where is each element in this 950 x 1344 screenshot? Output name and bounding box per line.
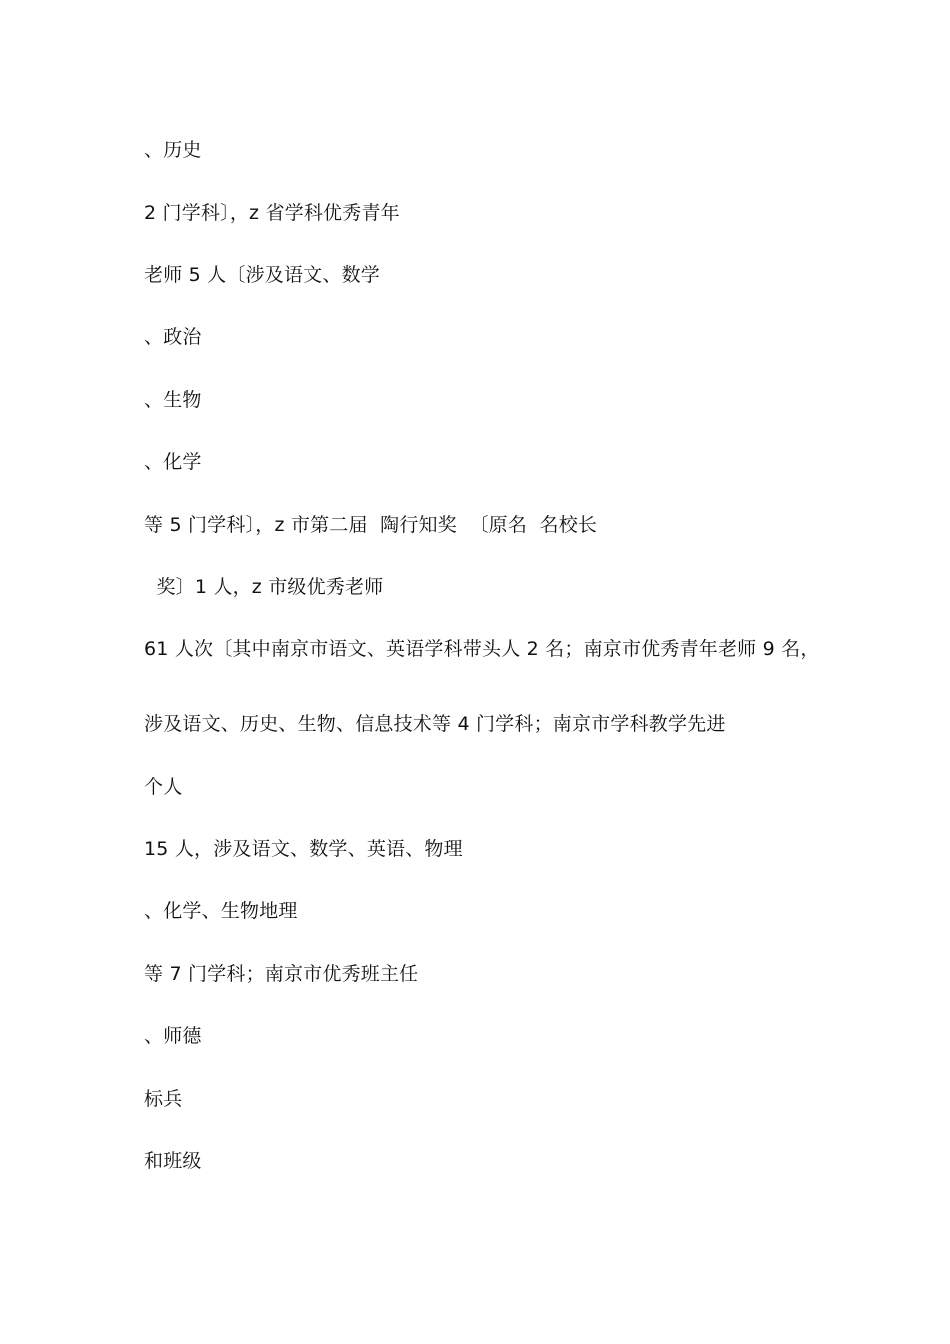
text-line: 、化学 (144, 451, 202, 473)
text-line: 、历史 (144, 139, 202, 161)
text-line: 61 人次〔其中南京市语文、英语学科带头人 2 名；南京市优秀青年老师 9 名， (144, 638, 820, 660)
text-line: 个人 (144, 776, 183, 798)
text-line: 、政治 (144, 326, 202, 348)
text-line: 2 门学科〕，z 省学科优秀青年 (144, 202, 400, 224)
text-line: 、化学、生物地理 (144, 900, 298, 922)
text-line: 15 人，涉及语文、数学、英语、物理 (144, 838, 463, 860)
text-line: 和班级 (144, 1150, 202, 1172)
text-line: 、师德 (144, 1025, 202, 1047)
text-line: 等 5 门学科〕，z 市第二届 陶行知奖 〔原名 名校长 (144, 514, 598, 536)
text-line: 等 7 门学科；南京市优秀班主任 (144, 963, 419, 985)
text-line: 、生物 (144, 389, 202, 411)
text-line: 老师 5 人〔涉及语文、数学 (144, 264, 380, 286)
text-line: 涉及语文、历史、生物、信息技术等 4 门学科；南京市学科教学先进 (144, 713, 726, 735)
text-line: 奖〕1 人，z 市级优秀老师 (144, 576, 384, 598)
text-line: 标兵 (144, 1088, 183, 1110)
